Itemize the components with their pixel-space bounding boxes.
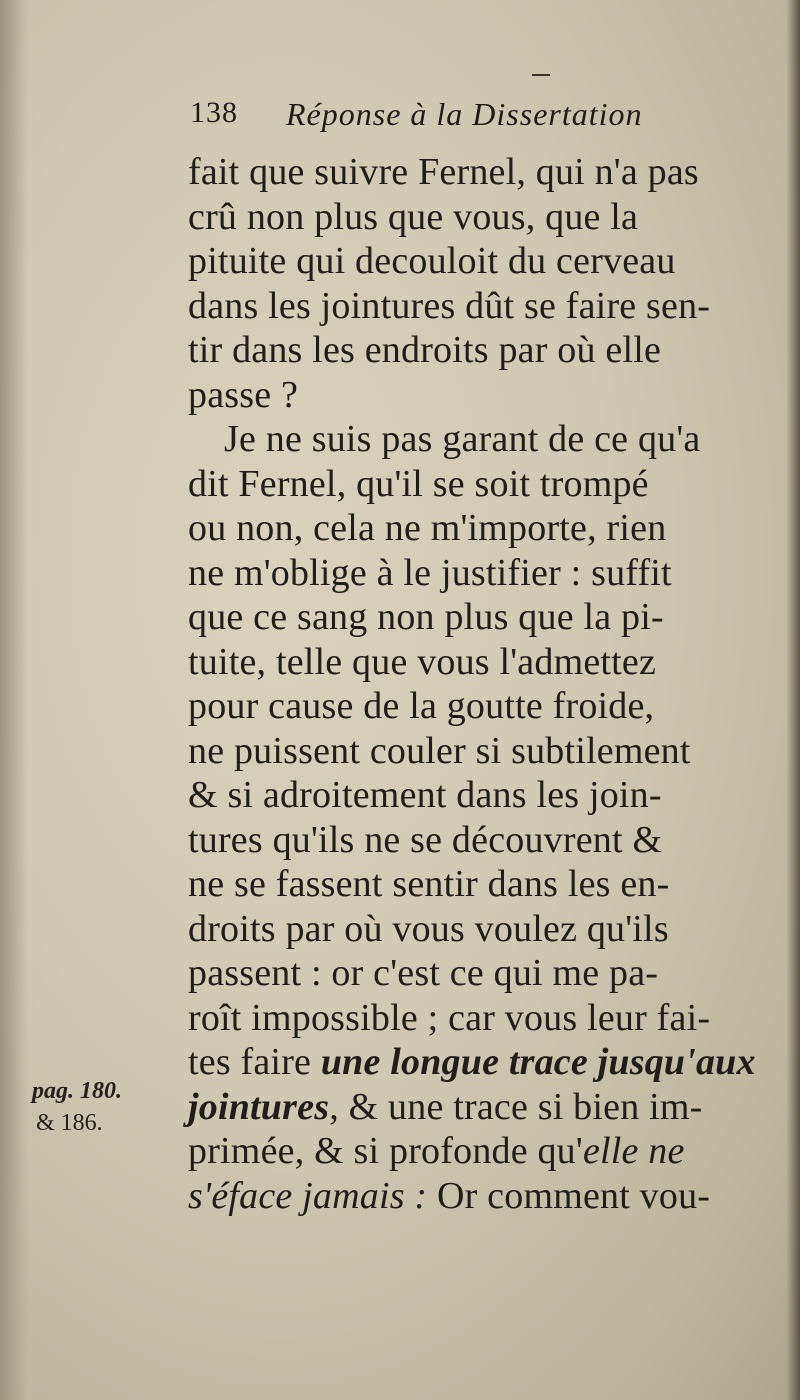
- text-line-14: ne puissent couler si subtilement: [188, 729, 691, 772]
- printer-mark: [532, 74, 550, 76]
- text-line-21-italic: une longue trace jusqu'aux: [320, 1041, 756, 1083]
- text-line-8: dit Fernel, qu'il se soit trompé: [188, 462, 649, 505]
- text-line-23: [188, 1129, 778, 1174]
- text-line-22: [188, 1085, 778, 1130]
- running-title: Réponse à la Dissertation: [286, 96, 643, 132]
- body-text: [188, 150, 778, 1218]
- page-number: 138: [190, 96, 238, 129]
- margin-note-line-2: & 186.: [36, 1110, 103, 1136]
- text-line-1: fait que suivre Fernel, qui n'a pas: [188, 151, 699, 193]
- text-line-4: dans les jointures dût se faire sen-: [188, 284, 711, 327]
- text-line-7: Je ne suis pas garant de ce qu'a: [224, 418, 701, 460]
- text-line-2: crû non plus que vous, que la: [188, 195, 639, 238]
- text-line-21-plain: tes faire: [188, 1041, 321, 1083]
- text-line-3: pituite qui decouloit du cerveau: [188, 240, 676, 282]
- text-line-22-italic: jointures: [188, 1085, 330, 1128]
- text-line-10: ne m'oblige à le justifier : suffit: [188, 551, 672, 594]
- text-line-6: passe ?: [188, 373, 299, 416]
- text-line-9: ou non, cela ne m'importe, rien: [188, 507, 667, 549]
- text-line-24-italic: s'éface jamais :: [188, 1174, 428, 1217]
- text-line-24-plain: Or comment vou-: [427, 1174, 711, 1217]
- running-head: [190, 96, 750, 140]
- text-line-18: droits par où vous voulez qu'ils: [188, 907, 669, 950]
- text-line-17: ne se fassent sentir dans les en-: [188, 863, 670, 905]
- text-line-12: tuite, telle que vous l'admettez: [188, 640, 657, 683]
- text-line-13: pour cause de la goutte froide,: [188, 685, 655, 727]
- text-line-24: [188, 1174, 778, 1219]
- text-line-23-plain: primée, & si profonde qu': [188, 1130, 583, 1172]
- text-line-19: passent : or c'est ce qui me pa-: [188, 952, 659, 994]
- text-line-15: & si adroitement dans les join-: [188, 774, 662, 816]
- text-line-21: [188, 1040, 778, 1085]
- margin-note: [32, 1075, 182, 1139]
- text-line-16: tures qu'ils ne se découvrent &: [188, 818, 663, 861]
- text-line-22-plain: , & une trace si bien im-: [329, 1085, 703, 1128]
- text-line-11: que ce sang non plus que la pi-: [188, 596, 664, 638]
- text-line-23-italic: elle ne: [582, 1130, 685, 1172]
- text-line-5: tir dans les endroits par où elle: [188, 329, 662, 371]
- margin-note-line-1: pag. 180.: [32, 1078, 122, 1104]
- text-line-20: roît impossible ; car vous leur fai-: [188, 996, 711, 1039]
